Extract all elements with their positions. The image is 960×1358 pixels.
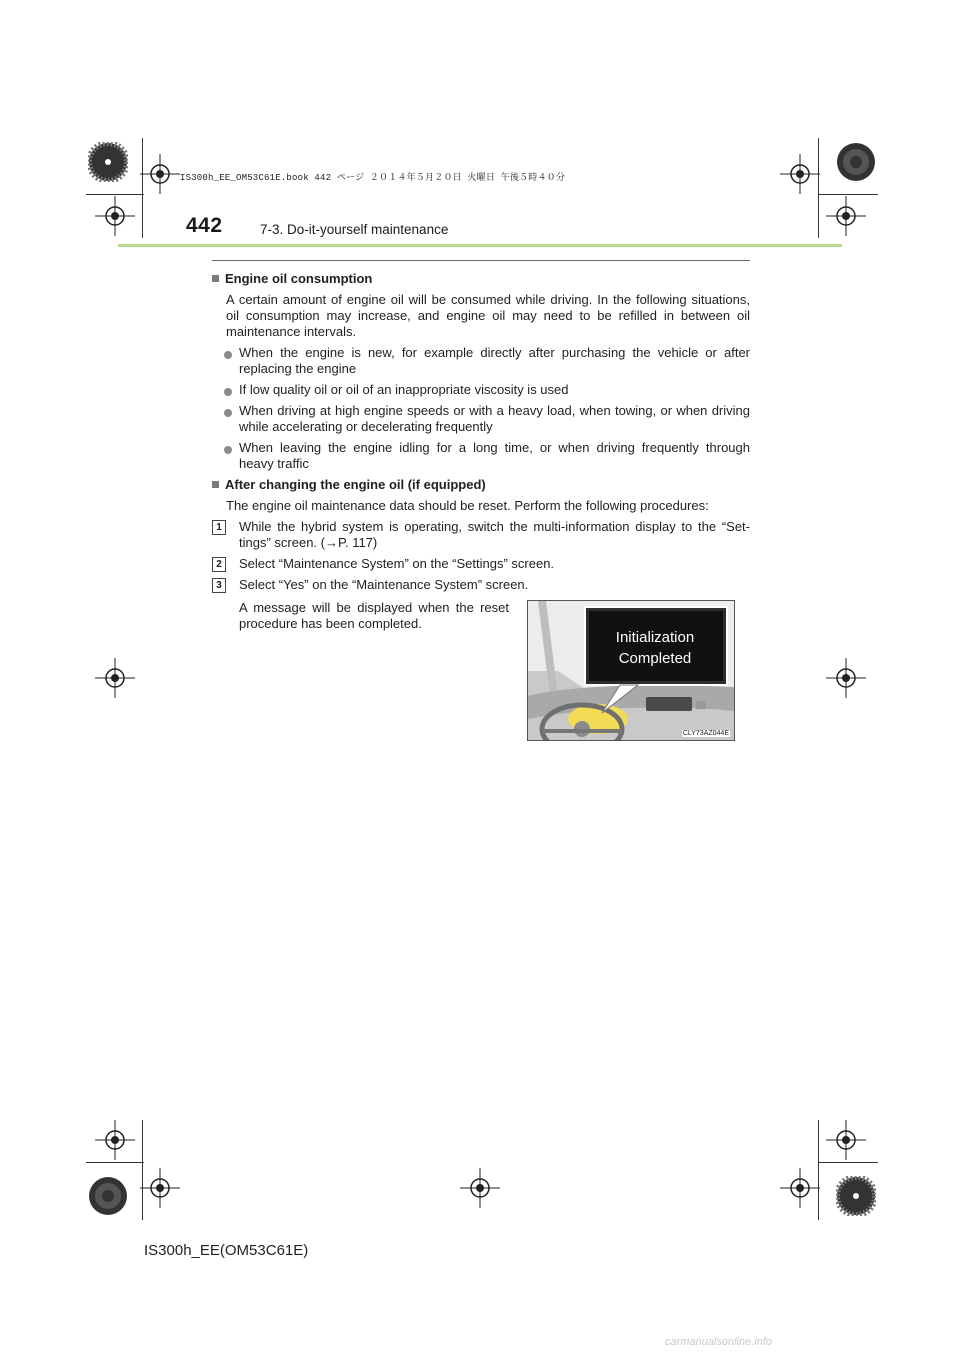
trim-line	[818, 1120, 819, 1220]
illustration-code: CLY73AZ044E	[682, 730, 729, 737]
bullet-icon	[224, 347, 238, 357]
trim-line	[142, 1120, 143, 1220]
content-rule	[212, 260, 750, 261]
step-item: Select “Maintenance System” on the “Settings” screen.	[239, 556, 555, 571]
trim-line	[86, 194, 144, 195]
rosette-icon	[836, 142, 876, 182]
trim-line	[142, 138, 143, 238]
list-item: When leaving the engine idling for a long time, or when driving frequently through heavy traffic	[239, 440, 750, 471]
square-bullet-icon	[212, 481, 219, 488]
registration-mark-icon	[95, 1120, 135, 1160]
dashboard-illustration	[527, 600, 735, 741]
completion-note: A message will be displayed when the reset procedure has been completed.	[239, 600, 509, 631]
step-number: 2	[212, 557, 226, 572]
footer-model-code: IS300h_EE(OM53C61E)	[144, 1242, 309, 1259]
trim-line	[86, 1162, 144, 1163]
rosette-icon	[88, 142, 128, 182]
step-item: Select “Yes” on the “Maintenance System” screen.	[239, 577, 529, 592]
page-number: 442	[186, 214, 223, 237]
screen-message: Initialization Completed	[615, 629, 695, 667]
registration-mark-icon	[140, 154, 180, 194]
rosette-icon	[88, 1176, 128, 1216]
dashboard-drawing	[528, 601, 734, 740]
registration-mark-icon	[95, 196, 135, 236]
registration-mark-icon	[826, 196, 866, 236]
header-rule	[118, 244, 842, 247]
section-heading-oil-consumption: Engine oil consumption	[212, 271, 372, 287]
section-heading-after-change: After changing the engine oil (if equipped)	[212, 477, 486, 493]
step-item: While the hybrid system is operating, switch the multi-information display to the “Set- tings” screen. (→P. 117)	[239, 519, 750, 550]
registration-mark-icon	[826, 658, 866, 698]
step-number: 1	[212, 520, 226, 535]
rosette-icon	[836, 1176, 876, 1216]
after-change-intro: The engine oil maintenance data should be reset. Perform the following procedures:	[226, 498, 709, 513]
registration-mark-icon	[780, 1168, 820, 1208]
trim-line	[818, 194, 878, 195]
registration-mark-icon	[140, 1168, 180, 1208]
print-info-line: IS300h_EE_OM53C61E.book 442 ページ ２０１４年５月２０日 火曜日 午後５時４０分	[180, 173, 566, 183]
step-number: 3	[212, 578, 226, 593]
list-item: If low quality oil or oil of an inappropriate viscosity is used	[239, 382, 569, 397]
registration-mark-icon	[826, 1120, 866, 1160]
bullet-icon	[224, 442, 238, 452]
watermark: carmanualsonline.info	[665, 1336, 773, 1348]
list-item: When driving at high engine speeds or with a heavy load, when towing, or when driving while accelerating or decelerating frequently	[239, 403, 750, 434]
oil-consumption-intro: A certain amount of engine oil will be consumed while driving. In the following situations, oil consumption may increase, and engine oil may need to be refilled in between oil maintenance intervals.	[226, 292, 750, 339]
list-item: When the engine is new, for example directly after purchasing the vehicle or after replacing the engine	[239, 345, 750, 376]
bullet-icon	[224, 405, 238, 415]
square-bullet-icon	[212, 275, 219, 282]
bullet-icon	[224, 384, 238, 394]
registration-mark-icon	[460, 1168, 500, 1208]
trim-line	[818, 138, 819, 238]
trim-line	[818, 1162, 878, 1163]
registration-mark-icon	[780, 154, 820, 194]
section-title: 7-3. Do-it-yourself maintenance	[260, 222, 449, 237]
registration-mark-icon	[95, 658, 135, 698]
